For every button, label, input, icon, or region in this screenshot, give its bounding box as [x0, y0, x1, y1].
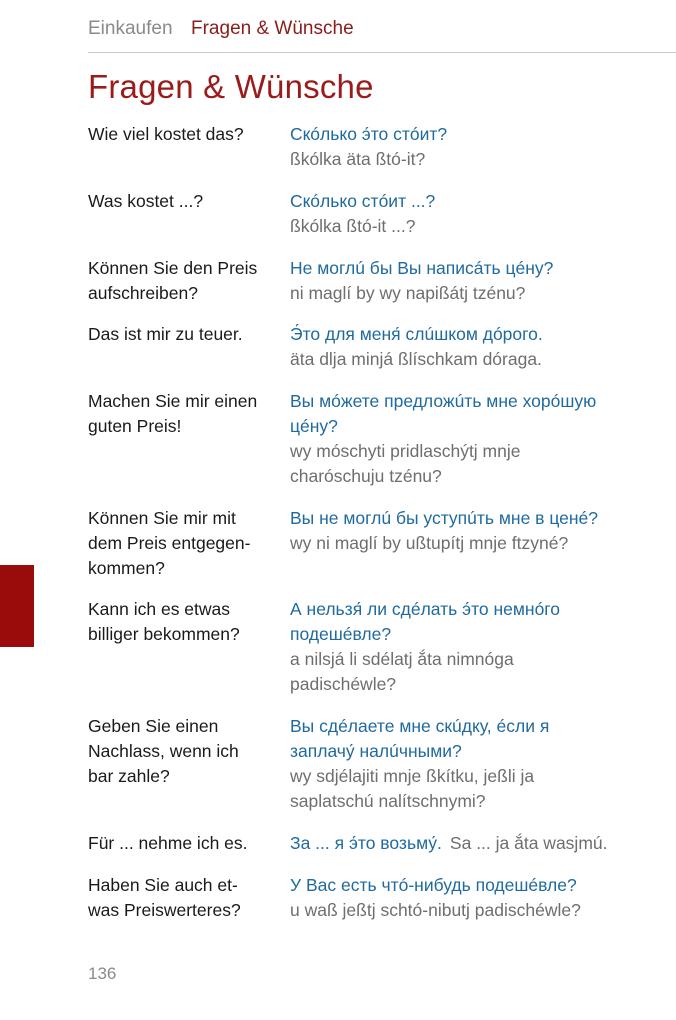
russian-phrase: Вы мóжете предложúть мне хорóшую цéну? — [290, 391, 597, 436]
transliteration: Sa ... ja ắta wasjmú. — [449, 833, 608, 853]
russian-phrase: За ... я э́то возьму́. — [290, 833, 442, 853]
russian-phrase: Вы сдéлаете мне скúдку, éсли я заплачу́ налúчными? — [290, 716, 550, 761]
transliteration: wy sdjélajiti mnje ßkítku, jeßli ja saplatschú nalítschnymi? — [290, 766, 535, 811]
transliteration: ni maglí by wy napißátj tzénu? — [290, 283, 526, 303]
russian-phrase: У Вас есть чтó-нибудь подешéвле? — [290, 875, 577, 895]
russian-phrase: Э́то для меня́ слúшком дóрого. — [290, 324, 543, 344]
german-phrase: Für ... nehme ich es. — [88, 833, 248, 853]
german-phrase: Geben Sie einen Nachlass, wenn ich bar zahle? — [88, 716, 239, 786]
transliteration: u waß jeßtj schtó-nibutj padischéwle? — [290, 900, 581, 920]
page-number: 136 — [88, 964, 117, 983]
transliteration: ßkólka äta ßtó-it? — [290, 149, 426, 169]
german-phrase: Machen Sie mir einen guten Preis! — [88, 391, 258, 436]
german-phrase: Was kostet ...? — [88, 191, 204, 211]
chapter-tab-marker — [0, 565, 34, 647]
header-section: Einkaufen — [88, 18, 173, 39]
german-phrase: Können Sie den Preis aufschreiben? — [88, 258, 258, 303]
transliteration: äta dlja minjá ßlíschkam dóraga. — [290, 349, 542, 369]
russian-phrase: Скóлько э́то стóит? — [290, 124, 448, 144]
transliteration: a nilsjá li sdélatj ắta nimnóga padischéwle? — [290, 649, 514, 694]
russian-phrase: Не моглú бы Вы написáть цéну? — [290, 258, 554, 278]
german-phrase: Können Sie mir mit dem Preis entgegen- kommen? — [88, 508, 251, 578]
running-header — [88, 14, 676, 53]
german-phrase: Wie viel kostet das? — [88, 124, 244, 144]
german-phrase: Haben Sie auch et- was Preiswerteres? — [88, 875, 241, 920]
german-phrase: Das ist mir zu teuer. — [88, 324, 243, 344]
transliteration: wy ni maglí by ußtupítj mnje ftzyné? — [290, 533, 569, 553]
russian-phrase: Вы не моглú бы уступúть мне в ценé? — [290, 508, 599, 528]
russian-phrase-line — [290, 831, 640, 856]
german-phrase: Kann ich es etwas billiger bekommen? — [88, 599, 240, 644]
header-subsection: Fragen & Wünsche — [191, 18, 354, 39]
page-title: Fragen & Wünsche — [88, 68, 374, 105]
transliteration: ßkólka ßtó-it ...? — [290, 216, 416, 236]
russian-phrase: Скóлько стóит ...? — [290, 191, 436, 211]
transliteration: wy móschyti pridlaschýtj mnje charóschuju tzénu? — [290, 441, 521, 486]
russian-phrase: А нельзя́ ли сдéлать э́то немнóго подешéвле? — [290, 599, 561, 644]
